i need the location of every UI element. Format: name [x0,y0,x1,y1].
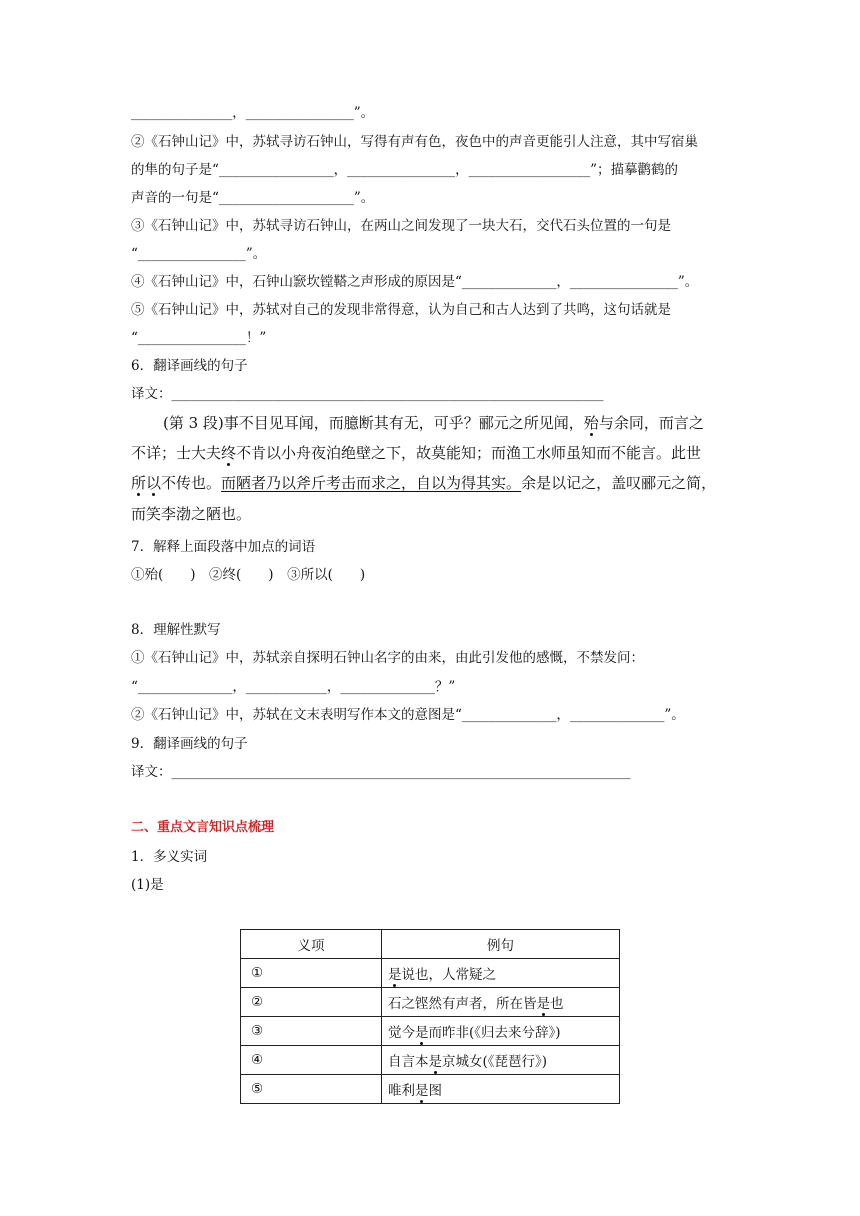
example-sentence: 唯利是图 [382,1075,620,1104]
example-sentence: 是说也，人常疑之 [382,959,620,988]
meaning-table [240,929,620,1104]
example-sentence: 石之铿然有声者，所在皆是也 [382,988,620,1017]
fill-blank-line: “________________”。 [131,246,267,262]
row-number: ⑤ [241,1075,382,1104]
question-text: 声音的一句是“____________________”。 [131,190,375,206]
dotted-word: 终 [221,444,237,462]
question-text: ⑤《石钟山记》中，苏轼对自己的发现非常得意，认为自己和古人达到了共鸣，这句话就是 [131,302,671,318]
row-number: ④ [241,1046,382,1075]
question-heading: 6．翻译画线的句子 [131,358,248,374]
question-text: ③《石钟山记》中，苏轼寻访石钟山，在两山之间发现了一块大石，交代石头位置的一句是 [131,218,671,234]
table-header-row [241,930,620,959]
table-row [241,1075,620,1104]
fill-blank-line: “______________，____________，______________？” [131,679,456,695]
dotted-word: 是 [415,1025,429,1041]
dotted-word: 以 [146,474,162,492]
passage-line: 不详；士大夫终不肯以小舟夜泊绝壁之下，故莫能知；而渔工水师虽知而不能言。此世 [131,444,702,462]
question-text: 的隼的句子是“_________________，________________，__________________”；描摹鹳鹤的 [131,162,679,178]
fill-blank-line: _______________，________________”。 [131,105,375,121]
fill-blank-line: “________________！” [131,330,267,346]
dotted-word: 是 [388,967,402,983]
row-number: ① [241,959,382,988]
dotted-word: 是 [536,996,550,1012]
table-header-cell: 义项 [241,930,382,959]
passage-line: 而笑李渤之陋也。 [131,505,252,523]
table-row [241,1046,620,1075]
passage-line: 所以不传也。而陋者乃以斧斤考击而求之，自以为得其实。余是以记之，盖叹郦元之简， [131,474,717,492]
dotted-word: 殆 [583,414,599,432]
row-number: ② [241,988,382,1017]
dotted-word: 所 [131,474,147,492]
example-sentence: 觉今是而昨非(《归去来兮辞》) [382,1017,620,1046]
underlined-sentence: 而陋者乃以斧斤考击而求之，自以为得其实。 [221,474,522,492]
question-text: ②《石钟山记》中，苏轼在文末表明写作本文的意图是“______________，______________”。 [131,707,685,723]
question-text: ②《石钟山记》中，苏轼寻访石钟山，写得有声有色，夜色中的声音更能引人注意，其中写宿巢 [131,134,698,150]
question-text: ①殆( ) ②终( ) ③所以( ) [131,567,366,583]
table-row [241,988,620,1017]
table-row [241,959,620,988]
question-heading: 9．翻译画线的句子 [131,736,248,752]
example-sentence: 自言本是京城女(《琵琶行》) [382,1046,620,1075]
section-heading: 二、重点文言知识点梳理 [131,820,275,835]
subsection-heading: 1．多义实词 [131,849,208,865]
row-number: ③ [241,1017,382,1046]
question-text: ④《石钟山记》中，石钟山窾坎镗鞳之声形成的原因是“______________，________________”。 [131,274,699,290]
dotted-word: 是 [415,1083,429,1099]
translation-blank: 译文：________________________________________________________________ [131,386,604,402]
passage-line: (第 3 段)事不目见耳闻，而臆断其有无，可乎？郦元之所见闻，殆与余同，而言之 [163,414,704,432]
question-heading: 7．解释上面段落中加点的词语 [131,539,316,555]
dotted-word: 是 [428,1054,442,1070]
translation-blank: 译文：____________________________________________________________________ [131,764,631,780]
subsection-item: (1)是 [131,877,164,893]
question-heading: 8．理解性默写 [131,622,221,638]
table-row [241,1017,620,1046]
table-header-cell: 例句 [382,930,620,959]
question-text: ①《石钟山记》中，苏轼亲自探明石钟山名字的由来，由此引发他的感慨，不禁发问： [131,650,644,666]
